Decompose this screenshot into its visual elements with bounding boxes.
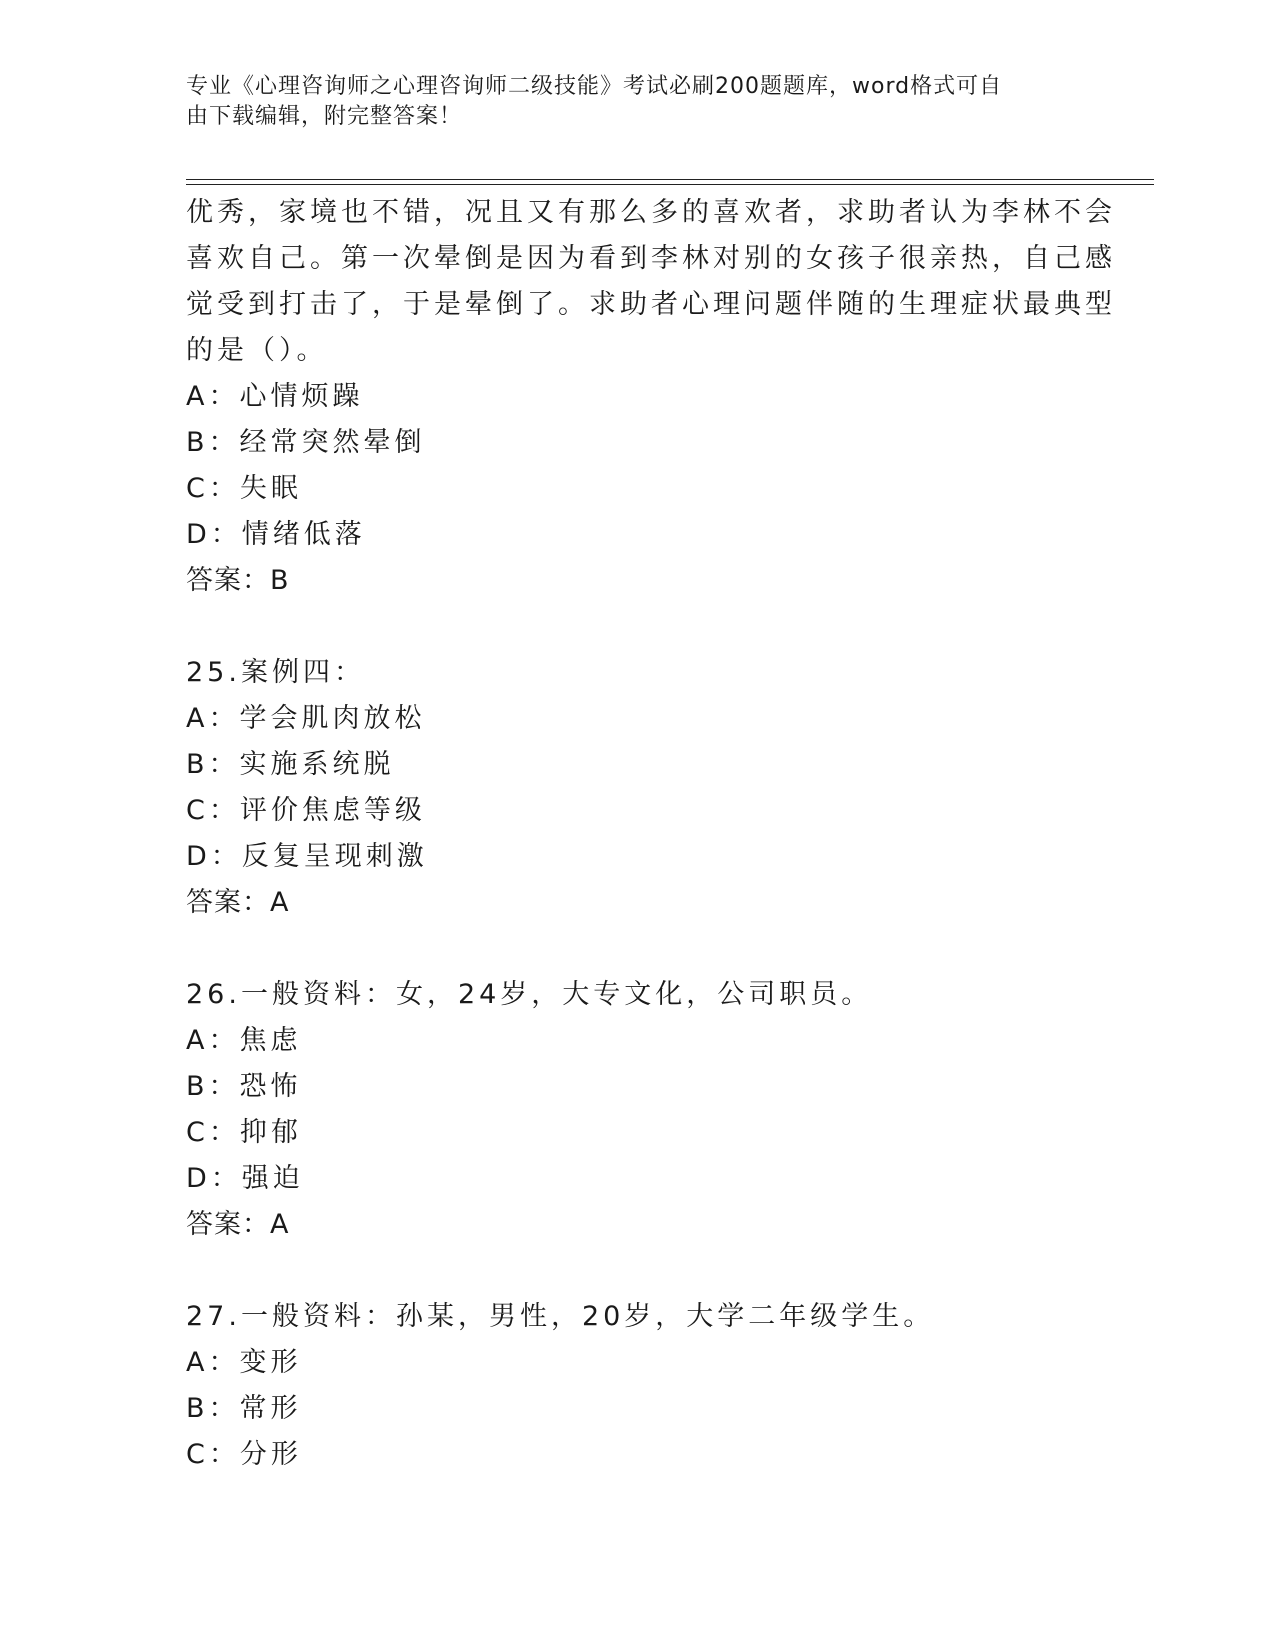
question-26 [186,972,1086,1248]
question-stem-line: 优秀，家境也不错，况且又有那么多的喜欢者，求助者认为李林不会 [186,197,1116,228]
option-d: D：情绪低落 [186,519,366,550]
page-header [186,72,1086,132]
question-25 [186,650,1086,926]
option-c: C：分形 [186,1439,302,1470]
option-b: B：实施系统脱 [186,749,395,780]
question-list [186,190,1116,1478]
option-d: D：强迫 [186,1163,304,1194]
header-line-1: 专业《心理咨询师之心理咨询师二级技能》考试必刷200题题库，word格式可自 [186,74,1003,99]
question-spacer [186,1248,1086,1294]
option-a: A：变形 [186,1347,302,1378]
option-b: B：经常突然晕倒 [186,427,426,458]
answer-line: 答案：B [186,565,290,596]
question-27 [186,1294,1086,1478]
header-divider-bottom [186,184,1154,185]
header-line-2: 由下载编辑，附完整答案！ [186,104,463,129]
question-stem-line: 喜欢自己。第一次晕倒是因为看到李林对别的女孩子很亲热，自己感 [186,243,1116,274]
option-b: B：常形 [186,1393,302,1424]
option-a: A：心情烦躁 [186,381,364,412]
answer-line: 答案：A [186,887,290,918]
option-a: A：学会肌肉放松 [186,703,426,734]
question-stem-line: 的是（）。 [186,335,328,366]
answer-line: 答案：A [186,1209,290,1240]
question-stem: 25.案例四： [186,657,365,688]
option-d: D：反复呈现刺激 [186,841,428,872]
option-a: A：焦虑 [186,1025,302,1056]
question-24 [186,190,1116,604]
question-spacer [186,604,1086,650]
question-stem: 27.一般资料：孙某，男性，20岁，大学二年级学生。 [186,1301,935,1332]
option-b: B：恐怖 [186,1071,302,1102]
question-stem-line: 觉受到打击了，于是晕倒了。求助者心理问题伴随的生理症状最典型 [186,289,1116,320]
question-stem: 26.一般资料：女，24岁，大专文化，公司职员。 [186,979,873,1010]
option-c: C：失眠 [186,473,302,504]
option-c: C：抑郁 [186,1117,302,1148]
question-spacer [186,926,1086,972]
header-divider-top [186,179,1154,180]
option-c: C：评价焦虑等级 [186,795,426,826]
